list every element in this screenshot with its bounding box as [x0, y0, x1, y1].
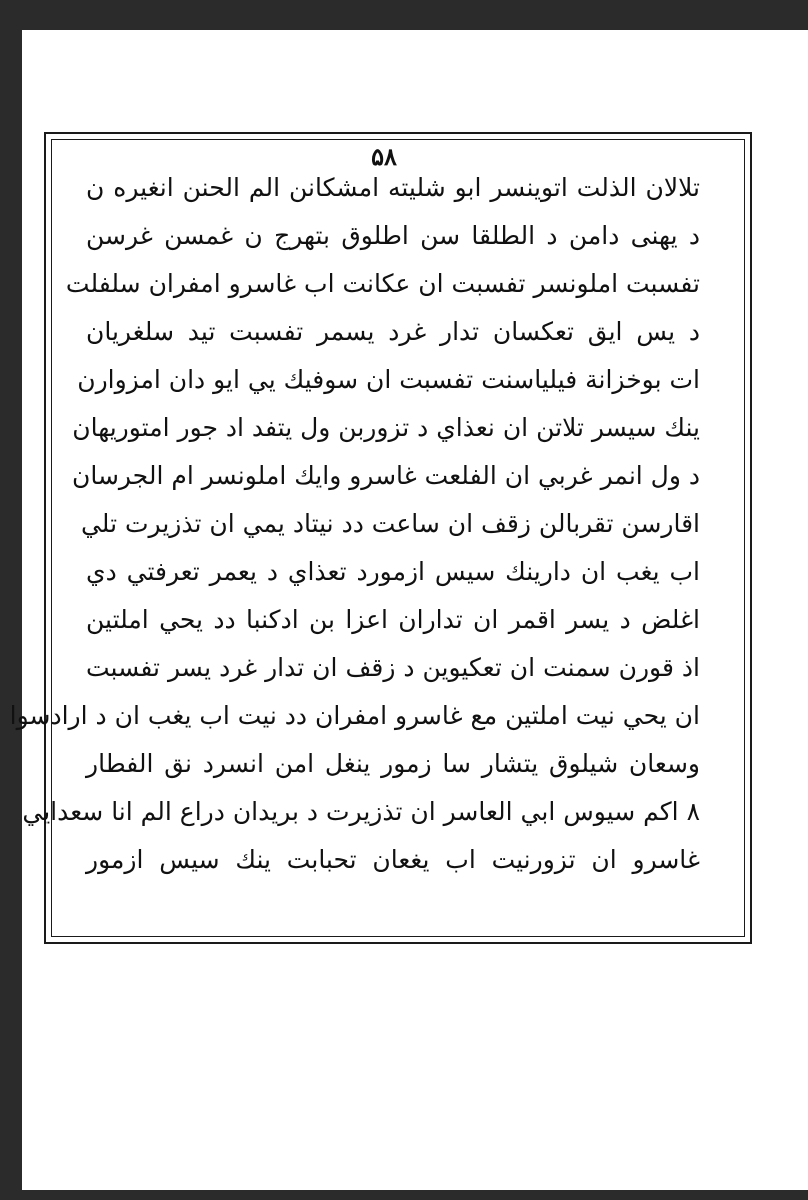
- manuscript-line: غاسرو ان تزورنيت اب يغعان تحبابت ينك سيس ازمور: [86, 845, 700, 874]
- page-border-outer: [9, 132, 752, 944]
- manuscript-line: اغلض د يسر اقمر ان تداران اعزا بن ادكنبا دد يحي املتين: [86, 605, 700, 634]
- manuscript-line: وسعان شيلوق يتشار سا زمور ينغل امن انسرد نق الفطار: [86, 749, 700, 778]
- manuscript-line: ۸ اكم سيوس ابي العاسر ان تذزيرت د بريدان دراع الم انا سعدايي: [22, 797, 700, 826]
- page-number: ۵۸: [371, 142, 397, 171]
- manuscript-line: اقارسن تقربالن زقف ان ساعت دد نيتاد يمي ان تذزيرت تلي: [80, 509, 700, 538]
- manuscript-line: ات بوخزانة فيلياسنت تفسبت ان سوفيك يي ايو دان امزوارن: [77, 365, 700, 394]
- manuscript-line: د يهنى دامن د الطلقا سن اطلوق بتهرج ن غمسن غرسن: [86, 221, 700, 250]
- manuscript-line: د يس ايق تعكسان تدار غرد يسمر تفسبت تيد سلغريان: [86, 317, 700, 346]
- manuscript-line: اذ قورن سمنت ان تعكيوين د زقف ان تدار غرد يسر تفسبت: [86, 653, 700, 682]
- manuscript-line: تفسبت املونسر تفسبت ان عكانت اب غاسرو امفران سلفلت: [65, 269, 700, 298]
- viewer-top-bar: [0, 0, 808, 30]
- manuscript-line: اب يغب ان دارينك سيس ازمورد تعذاي د يعمر تعرفتي دي: [86, 557, 700, 586]
- manuscript-text: [9, 164, 700, 884]
- manuscript-line: ان يحي نيت املتين مع غاسرو امفران دد نيت اب يغب ان د ارادسوا: [9, 701, 700, 730]
- manuscript-line: ينك سيسر تلاتن ان نعذاي د تزوربن ول يتفد اد جور امتوريهان: [72, 413, 700, 442]
- manuscript-page: [9, 30, 808, 1190]
- manuscript-line: د ول انمر غربي ان الفلعت غاسرو وايك املونسر ام الجرسان: [71, 461, 700, 490]
- manuscript-line: تلالان الذلت اتوينسر ابو شليته امشكانن الم الحنن انغيره ن: [86, 173, 700, 202]
